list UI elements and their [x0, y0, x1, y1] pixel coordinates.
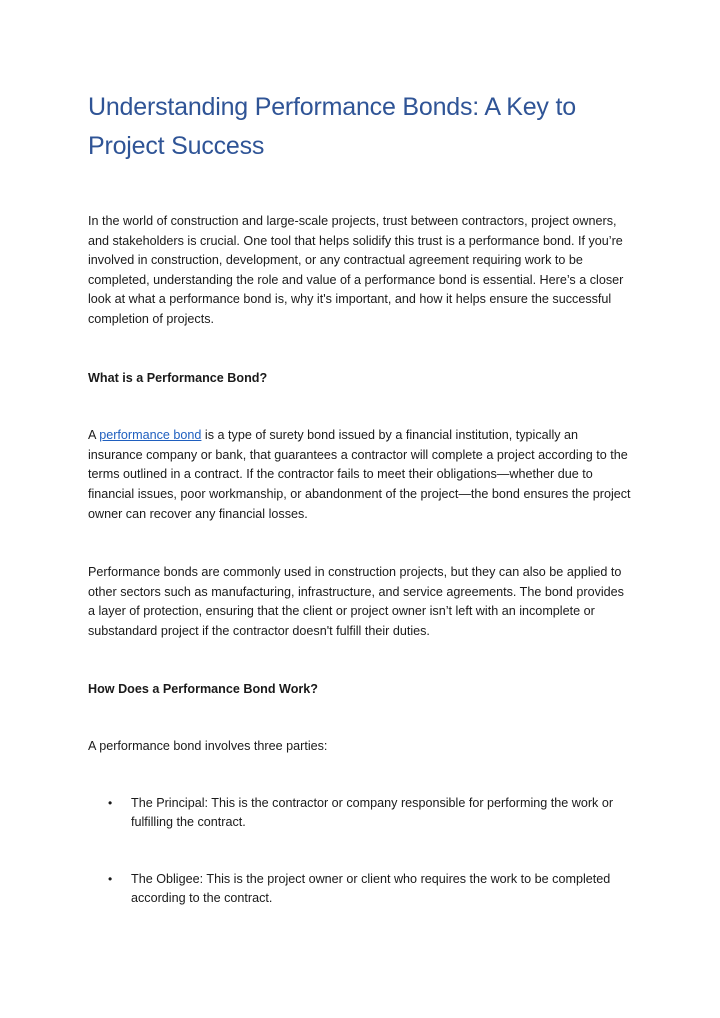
definition-paragraph: [88, 426, 632, 524]
parties-intro-paragraph: A performance bond involves three parties:: [88, 739, 328, 754]
definition-prefix: A: [88, 428, 100, 443]
definition-rest: is a type of surety bond issued by a financial institution, typically an insurance company or bank, that guarantees a contractor will complete a project according to the terms outlined in a contract. If the contractor fails to meet their obligations—whether due to financial issues, poor workmanship, or abandonment of the project—the bond ensures the project owner can recover any financial losses.: [88, 428, 631, 521]
intro-paragraph: In the world of construction and large-scale projects, trust between contractors, project owners, and stakeholders is crucial. One tool that helps solidify this trust is a performance bond. If you’re involved in construction, development, or any contractual agreement requiring work to be completed, understanding the role and value of a performance bond is essential. Here’s a closer look at what a performance bond is, why it's important, and how it helps ensure the successful completion of projects.: [88, 214, 624, 326]
list-item-text: The Principal: This is the contractor or company responsible for performing the work or fulfilling the contract.: [131, 795, 614, 830]
section-heading-what-is: What is a Performance Bond?: [88, 370, 268, 385]
section-heading-how-works: How Does a Performance Bond Work?: [88, 681, 318, 696]
bullet-dot: •: [108, 795, 113, 810]
bullet-dot: •: [108, 871, 113, 886]
list-item: [88, 870, 632, 909]
document-title: Understanding Performance Bonds: A Key to Project Success: [88, 93, 576, 160]
list-item: [88, 794, 632, 833]
parties-list: [88, 794, 632, 909]
list-item-text: The Obligee: This is the project owner or client who requires the work to be completed according to the contract.: [131, 871, 611, 906]
usage-paragraph: Performance bonds are commonly used in construction projects, but they can also be applied to other sectors such as manufacturing, infrastructure, and service agreements. The bond provides a layer of protection, ensuring that the client or project owner isn’t left with an incomplete or substandard project if the contractor doesn't fulfill their duties.: [88, 565, 624, 638]
performance-bond-link[interactable]: performance bond: [99, 428, 202, 443]
